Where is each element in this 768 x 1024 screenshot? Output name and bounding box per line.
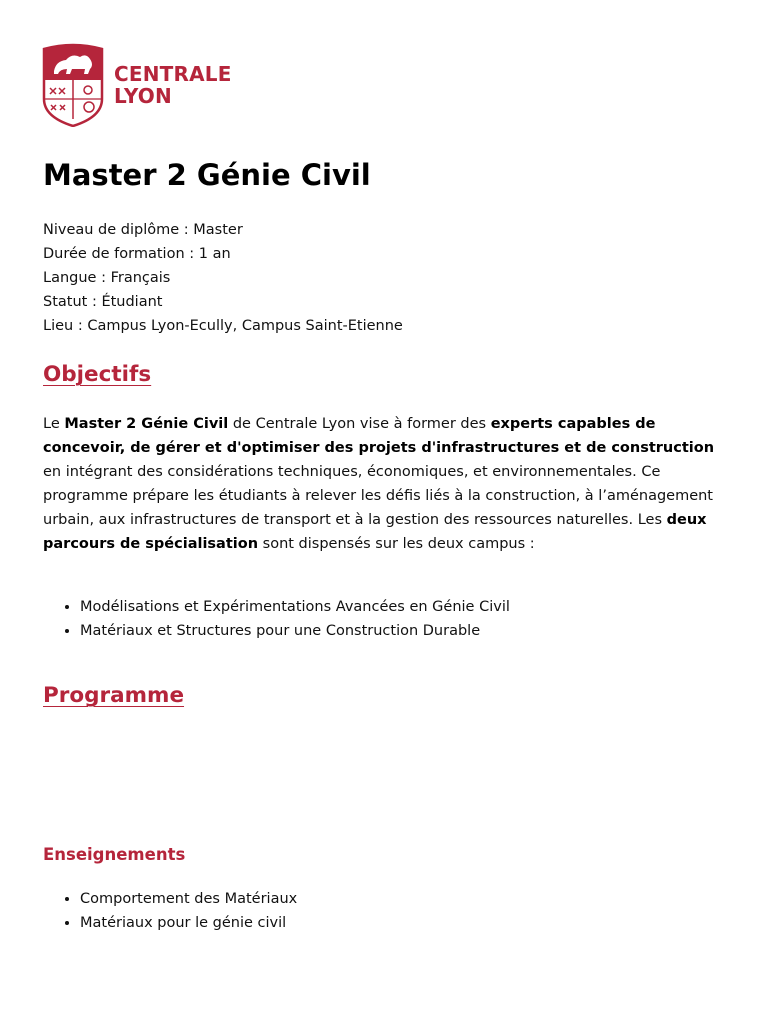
meta-duration: Durée de formation : 1 an (43, 246, 231, 262)
meta-status: Statut : Étudiant (43, 294, 163, 310)
shield-crest-icon (42, 43, 104, 127)
objectifs-paragraph (43, 412, 728, 556)
parcours-list (43, 595, 510, 643)
list-item: • Matériaux et Structures pour une Construction Durable (80, 619, 510, 643)
list-item: • Comportement des Matériaux (80, 887, 297, 911)
objectifs-text-1: Le (43, 416, 65, 432)
brand-line-2: LYON (114, 84, 172, 108)
list-item: • Modélisations et Expérimentations Avancées en Génie Civil (80, 595, 510, 619)
enseignements-list (43, 887, 297, 935)
objectifs-text-2: de Centrale Lyon vise à former des (228, 416, 491, 432)
objectifs-text-4: sont dispensés sur les deux campus : (258, 536, 535, 552)
list-item: • Matériaux pour le génie civil (80, 911, 297, 935)
brand-line-1: CENTRALE (114, 62, 232, 86)
objectifs-heading[interactable]: Objectifs (43, 362, 152, 387)
objectifs-bold-2: experts capables de concevoir, de gérer et d'optimiser des projets d'infrastructures et de construction (43, 416, 715, 456)
program-meta (43, 218, 403, 338)
meta-language: Langue : Français (43, 270, 171, 286)
objectifs-text-3: en intégrant des considérations techniques, économiques, et environnementales. Ce programme prépare les étudiants à relever les défis liés à la construction, à l’aménagement urbain, aux infrastructures de transport et à la gestion des ressources naturelles. Les (43, 464, 713, 528)
centrale-lyon-logo (42, 43, 232, 127)
meta-degree-level: Niveau de diplôme : Master (43, 222, 243, 238)
objectifs-bold-3: deux parcours de spécialisation (43, 512, 707, 552)
page-title: Master 2 Génie Civil (43, 158, 371, 192)
meta-location: Lieu : Campus Lyon-Ecully, Campus Saint-Etienne (43, 318, 403, 334)
brand-wordmark (114, 63, 232, 107)
enseignements-heading: Enseignements (43, 845, 186, 864)
objectifs-bold-1: Master 2 Génie Civil (64, 416, 229, 432)
programme-heading[interactable]: Programme (43, 683, 185, 708)
